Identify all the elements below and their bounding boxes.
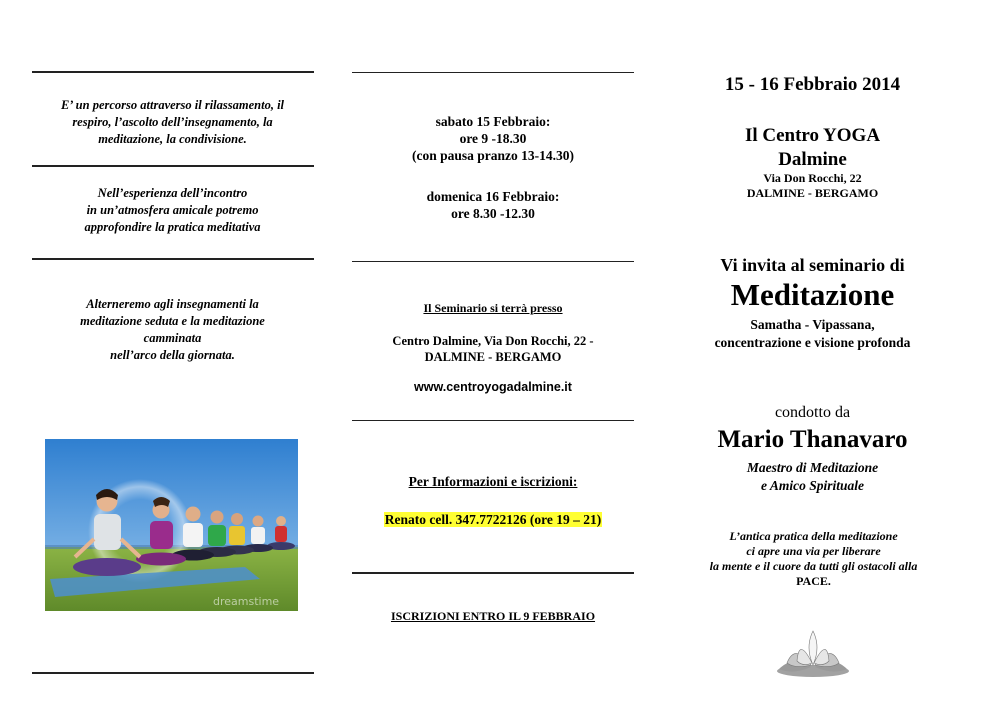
quote-line: PACE. — [796, 574, 831, 588]
photo-watermark: dreamstime — [213, 595, 280, 608]
schedule-line: sabato 15 Febbraio: — [435, 114, 551, 129]
left-divider-2 — [32, 165, 314, 167]
alternate-line: meditazione seduta e la meditazione — [80, 314, 265, 328]
alternate-line: nell’arco della giornata. — [110, 348, 235, 362]
schedule-line: domenica 16 Febbraio: — [426, 189, 560, 204]
led-by — [670, 404, 955, 422]
alternate-paragraph — [40, 296, 305, 364]
venue-heading — [352, 301, 634, 316]
center-name-line: Dalmine — [778, 149, 847, 170]
schedule-line: ore 8.30 -12.30 — [451, 206, 535, 221]
middle-divider-1 — [352, 72, 634, 73]
info-heading-text: Per Informazioni e iscrizioni: — [408, 474, 578, 489]
saturday-schedule — [352, 113, 634, 164]
sunday-schedule — [352, 188, 634, 222]
info-heading — [352, 474, 634, 490]
alternate-line: Alterneremo agli insegnamenti la — [86, 297, 259, 311]
teacher-roles — [670, 459, 955, 495]
seminar-title-text: Meditazione — [730, 277, 895, 312]
middle-divider-3 — [352, 420, 634, 421]
teacher-role-line: e Amico Spirituale — [760, 478, 864, 493]
left-divider-4 — [32, 672, 314, 674]
invite-text: Vi invita al seminario di — [720, 255, 905, 275]
deadline-text: ISCRIZIONI ENTRO IL 9 FEBBRAIO — [390, 609, 596, 623]
event-dates — [670, 74, 955, 96]
closing-quote — [676, 529, 951, 589]
venue-heading-text: Il Seminario si terrà presso — [423, 301, 563, 315]
quote-line: la mente e il cuore da tutti gli ostacoli alla — [709, 559, 918, 573]
teacher-role-line: Maestro di Meditazione — [746, 460, 879, 475]
center-name-line: Il Centro YOGA — [744, 125, 881, 146]
subtitle-line: concentrazione e visione profonda — [714, 335, 911, 350]
quote-line: ci apre una via per liberare — [746, 544, 881, 558]
teacher-name-text: Mario Thanavaro — [717, 426, 908, 453]
subtitle-line: Samatha - Vipassana, — [750, 317, 875, 332]
seminar-title — [670, 276, 955, 314]
venue-line: DALMINE - BERGAMO — [424, 350, 562, 364]
website-link[interactable] — [352, 380, 634, 394]
middle-divider-2 — [352, 261, 634, 262]
website-text[interactable]: www.centroyogadalmine.it — [414, 380, 572, 394]
venue-line: Centro Dalmine, Via Don Rocchi, 22 - — [392, 334, 594, 348]
contact-phone — [352, 512, 634, 528]
experience-paragraph — [40, 185, 305, 236]
middle-divider-4 — [352, 572, 634, 574]
address-line: Via Don Rocchi, 22 — [763, 171, 862, 185]
intro-text: E’ un percorso attraverso il rilassamento, il respiro, l’ascolto dell’insegnamento, la meditazione, la condivisione. — [60, 98, 285, 146]
lotus-flower-icon — [773, 625, 853, 680]
venue-address — [352, 333, 634, 365]
experience-line: Nell’esperienza dell’incontro — [97, 186, 248, 200]
experience-line: approfondire la pratica meditativa — [84, 220, 261, 234]
left-divider-3 — [32, 258, 314, 260]
meditation-group-photo — [45, 439, 298, 611]
led-by-text: condotto da — [774, 404, 851, 421]
left-divider-1 — [32, 71, 314, 73]
seminar-subtitle — [670, 316, 955, 352]
alternate-line: camminata — [143, 331, 202, 345]
teacher-name — [670, 424, 955, 456]
schedule-line: (con pausa pranzo 13-14.30) — [411, 148, 574, 163]
quote-line: L’antica pratica della meditazione — [729, 529, 898, 543]
address-line: DALMINE - BERGAMO — [746, 186, 879, 200]
schedule-line: ore 9 -18.30 — [459, 131, 527, 146]
invite-line — [670, 255, 955, 276]
center-name — [670, 124, 955, 172]
center-address — [670, 171, 955, 201]
registration-deadline — [352, 609, 634, 624]
contact-text: Renato cell. 347.7722126 (ore 19 – 21) — [384, 512, 602, 527]
intro-paragraph — [45, 97, 300, 148]
event-dates-text: 15 - 16 Febbraio 2014 — [724, 74, 901, 95]
experience-line: in un’atmosfera amicale potremo — [86, 203, 259, 217]
